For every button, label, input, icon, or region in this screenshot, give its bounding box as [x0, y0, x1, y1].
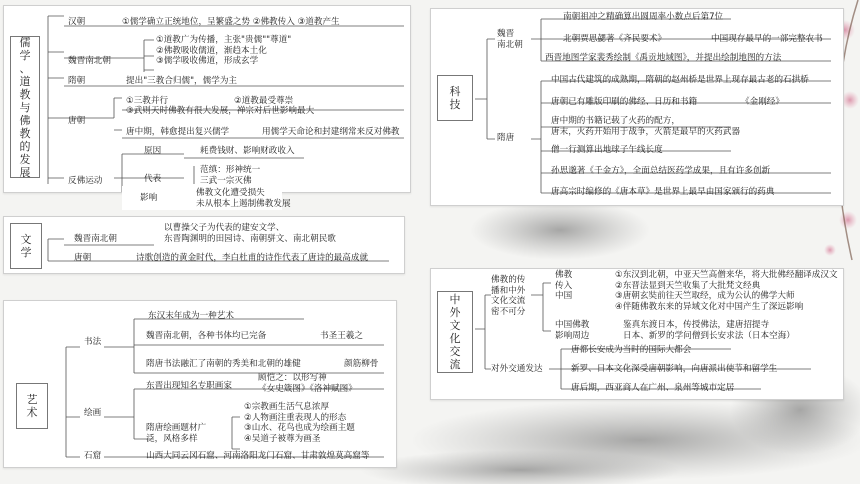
art-cal-yanliu: 颜筋柳骨 [344, 359, 379, 369]
exchange-buddhism-in-label: 佛教 传入 中国 [555, 270, 573, 301]
religion-tang-era: 唐朝 [68, 116, 86, 126]
art-paint-suitang: 隋唐绘画题材广 泛，风格多样 [146, 423, 207, 444]
panel-literature [3, 216, 405, 274]
religion-han-era: 汉朝 [68, 17, 86, 27]
art-cal-wang: 书圣王羲之 [320, 331, 363, 341]
art-title-box [16, 383, 48, 429]
literature-tang: 诗歌创造的黄金时代，李白杜甫的诗作代表了唐诗的最高成就 [136, 253, 369, 263]
panel-religion [3, 5, 411, 193]
panel-science [430, 8, 844, 206]
art-title: 艺 术 [26, 393, 38, 419]
literature-title-box [10, 223, 42, 269]
exchange-changan: 唐都长安成为当时的国际大都会 [571, 345, 692, 355]
religion-antibuddhism-impact-label: 影响 [140, 193, 158, 203]
religion-sui-era: 隋朝 [68, 76, 86, 86]
literature-tang-era: 唐朝 [74, 253, 92, 263]
science-title-box [437, 75, 473, 121]
art-painting-label: 绘画 [84, 408, 102, 418]
art-paint-dj: 东晋出现知名专职画家 [146, 381, 232, 391]
religion-antibuddhism-rep: 范缜：形神统一 三武一宗灭佛 [200, 165, 261, 186]
religion-antibuddhism-cause: 耗费钱财、影响财政收入 [200, 146, 295, 156]
science-print-note: 《金刚经》 [741, 97, 784, 107]
exchange-xinluo: 新罗、日本文化深受唐朝影响，向唐派出使节和留学生 [571, 364, 778, 374]
art-calligraphy-label: 书法 [84, 337, 102, 347]
religion-title-box [10, 36, 40, 178]
exchange-tanghou: 唐后期，西亚商人在广州、泉州等城市定居 [571, 383, 735, 393]
religion-antibuddhism-label: 反佛运动 [68, 176, 103, 186]
religion-tang-hanyu-detail: 用儒学天命论和封建纲常来反对佛教 [262, 127, 400, 137]
literature-weijin-era: 魏晋南北朝 [74, 234, 117, 244]
science-meridian: 僧一行测算出地球子午线长度 [551, 145, 663, 155]
religion-sui-text: 提出"三教合归儒"，儒学为主 [126, 76, 238, 86]
religion-tang-hanyu: 唐中期，韩愈提出复兴儒学 [126, 127, 230, 137]
science-weijin-era: 魏晋 南北朝 [497, 29, 523, 50]
science-sun: 孙思邈著《千金方》，全面总结医药学成果，且有许多创新 [551, 166, 771, 176]
religion-antibuddhism-cause-label: 原因 [144, 146, 162, 156]
art-cal-weijin: 魏晋南北朝，各种书体均已完备 [146, 331, 267, 341]
religion-han-text: ①儒学确立正统地位，呈繁盛之势 ②佛教传入 ③道教产生 [122, 17, 340, 27]
science-jia: 北朝贾思勰著《齐民要术》 [563, 34, 667, 44]
exchange-group1: 佛教的传 播和中外 文化交流 密不可分 [491, 275, 526, 317]
exchange-title-box [437, 291, 473, 373]
science-jia-note: 中国现存最早的一部完整农书 [711, 34, 823, 44]
science-suitang-era: 隋唐 [497, 133, 515, 143]
religion-title: 儒 学 、 道 教 与 佛 教 的 发 展 [19, 35, 31, 179]
exchange-buddhism-in: ①东汉到北朝，中亚天竺高僧来华，将大批佛经翻译成汉文 ②东晋法显到天竺收集了大批梵文经典 ③唐朝玄奘前往天竺取经，成为公认的佛学大师 ④伴随佛教东来的异域文化对中国产生了深远影响 [615, 270, 838, 312]
religion-tang-text3: ③武则天时佛教有很大发展，禅宗对后世影响最大 [126, 106, 315, 116]
art-paint-points: ①宗教画生活气息浓厚 ②人物画注重表现人的形态 ③山水、花鸟也成为绘画主题 ④吴道子被尊为画圣 [244, 402, 355, 444]
science-bencao: 唐高宗时编修的《唐本草》是世界上最早由国家颁行的药典 [551, 187, 775, 197]
science-gunpowder: 唐中期的书籍记载了火药的配方， 唐末，火药开始用于战争，火箭是最早的火药武器 [551, 116, 741, 137]
art-grotto-label: 石窟 [84, 451, 102, 461]
art-grotto-text: 山西大同云冈石窟、河南洛阳龙门石窟、甘肃敦煌莫高窟等 [146, 451, 370, 461]
exchange-buddhism-out-label: 中国佛教 影响周边 [555, 320, 590, 341]
panel-art [3, 300, 397, 468]
literature-title: 文 学 [20, 233, 32, 259]
exchange-title: 中 外 文 化 交 流 [449, 293, 461, 371]
religion-antibuddhism-rep-label: 代表 [144, 174, 162, 184]
science-print: 唐朝已有雕版印刷的佛经、日历和书籍 [551, 97, 698, 107]
religion-tang-text1: ①三教并行 [126, 96, 169, 106]
religion-weijin-text: ①道教广为传播，主张"贵儒""尊道" ②佛教吸收儒道，渐趋本土化 ③儒学吸收佛道，形成玄学 [156, 35, 292, 66]
panel-exchange [430, 268, 844, 400]
science-pei: 西晋地图学家裴秀绘制《禹贡地域图》，并提出绘制地图的方法 [545, 53, 782, 63]
religion-weijin-era: 魏晋南北朝 [68, 56, 111, 66]
science-bridge: 中国古代建筑的成熟期，隋朝的赵州桥是世界上现存最古老的石拱桥 [551, 75, 809, 85]
science-title: 科 技 [449, 85, 461, 111]
art-paint-gu: 顾恺之：以形写神 《女史箴图》《洛神赋图》 [258, 373, 357, 394]
science-zu: 南朝祖冲之精确算出圆周率小数点后第7位 [563, 12, 724, 22]
exchange-group2: 对外交通发达 [491, 364, 543, 374]
art-top: 东汉末年成为一种艺术 [148, 311, 234, 321]
literature-weijin: 以曹操父子为代表的建安文学、 东晋陶渊明的田园诗、南朝骈文、南北朝民歌 [164, 223, 336, 244]
religion-tang-text2: ②道教最受尊崇 [234, 96, 294, 106]
art-cal-suitang: 隋唐书法融汇了南朝的秀美和北朝的雄健 [146, 359, 301, 369]
religion-antibuddhism-impact: 佛教文化遭受损失 未从根本上遏制佛教发展 [196, 188, 291, 209]
panel-religion-impact [122, 186, 291, 210]
exchange-buddhism-out: 鉴真东渡日本，传授佛法，建唐招提寺 日本、新罗的学问僧到长安求法（日本空海） [623, 320, 795, 341]
